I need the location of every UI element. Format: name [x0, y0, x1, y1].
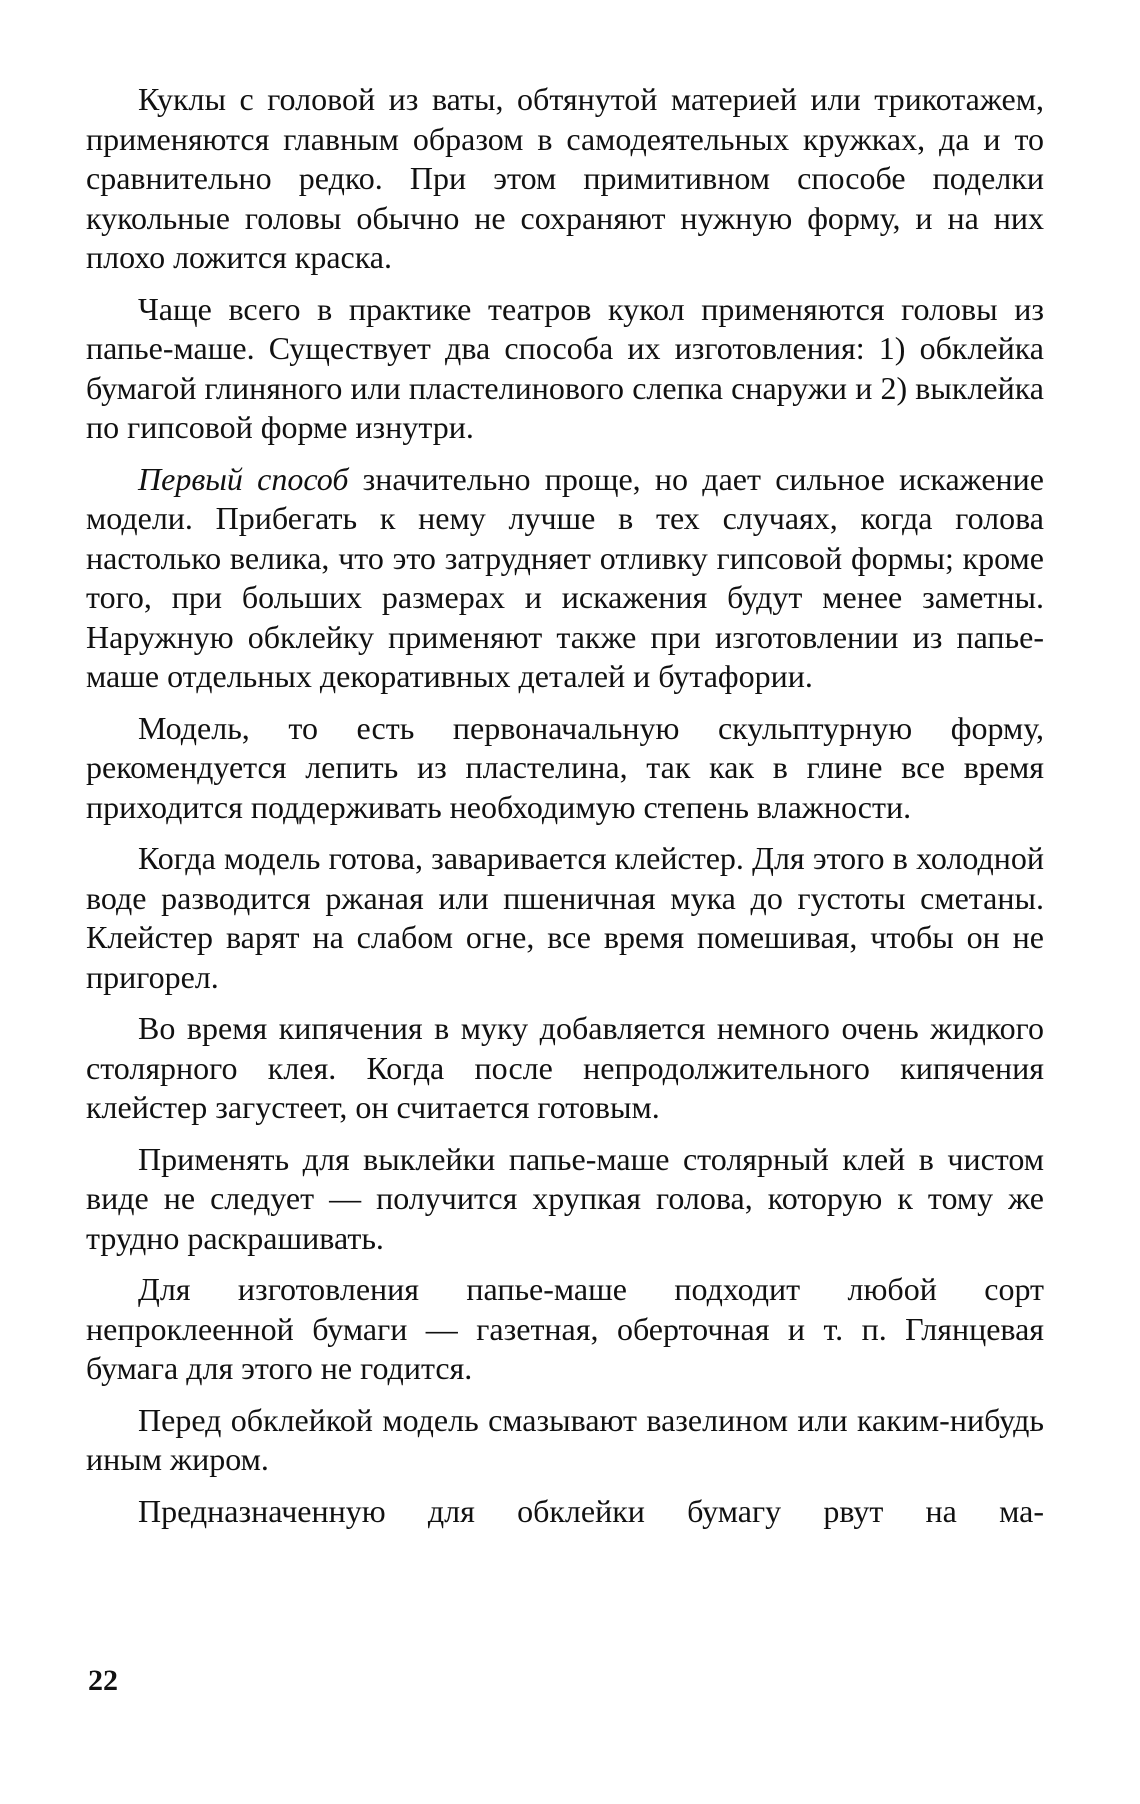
paragraph-5-text: Когда модель готова, заваривается клейстер. Для этого в холодной воде разводится ржаная или пшеничная мука до густоты сметаны. Клейстер варят на слабом огне, все время помешивая, чтобы он не пригорел. [86, 840, 1044, 995]
paragraph-5 [86, 839, 1044, 997]
paragraph-8-text: Для изготовления папье-маше подходит любой сорт непроклеенной бумаги — газетная, оберточная и т. п. Глянцевая бумага для этого не годится. [86, 1271, 1044, 1386]
body-text [86, 80, 1044, 1543]
paragraph-1-text: Куклы с головой из ваты, обтянутой материей или трикотажем, применяются главным образом в самодеятельных кружках, да и то сравнительно редко. При этом примитивном способе поделки кукольные головы обычно не сохраняют нужную форму, и на них плохо ложится краска. [86, 81, 1044, 275]
paragraph-3-text: значительно проще, но дает сильное искажение модели. Прибегать к нему лучше в тех случаях, когда голова настолько велика, что это затрудняет отливку гипсовой формы; кроме того, при больших размерах и искажения будут менее заметны. Наружную обклейку применяют также при изготовлении из папье-маше отдельных декоративных деталей и бутафории. [86, 460, 1044, 694]
paragraph-6 [86, 1009, 1044, 1128]
paragraph-3-italic-lead: Первый способ [138, 460, 349, 497]
paragraph-2-text: Чаще всего в практике театров кукол применяются головы из папье-маше. Существует два способа их изготовления: 1) обклейка бумагой глиняного или пластелинового слепка снаружи и 2) выклейка по гипсовой форме изнутри. [86, 290, 1044, 445]
page-number: 22 [88, 1664, 118, 1697]
paragraph-4 [86, 709, 1044, 828]
paragraph-8 [86, 1270, 1044, 1389]
paragraph-3 [86, 460, 1044, 697]
paragraph-9-text: Перед обклейкой модель смазывают вазелином или каким-нибудь иным жиром. [86, 1401, 1044, 1477]
paragraph-10 [86, 1492, 1044, 1532]
paragraph-10-text: Предназначенную для обклейки бумагу рвут на ма- [138, 1492, 1044, 1529]
paragraph-9 [86, 1401, 1044, 1480]
paragraph-2 [86, 290, 1044, 448]
paragraph-1 [86, 80, 1044, 278]
paragraph-7 [86, 1140, 1044, 1259]
paragraph-4-text: Модель, то есть первоначальную скульптурную форму, рекомендуется лепить из пластелина, так как в глине все время приходится поддерживать необходимую степень влажности. [86, 709, 1044, 825]
paragraph-7-text: Применять для выклейки папье-маше столярный клей в чистом виде не следует — получится хрупкая голова, которую к тому же трудно раскрашивать. [86, 1140, 1044, 1256]
paragraph-6-text: Во время кипячения в муку добавляется немного очень жидкого столярного клея. Когда после непродолжительного кипячения клейстер загустеет, он считается готовым. [86, 1010, 1044, 1125]
